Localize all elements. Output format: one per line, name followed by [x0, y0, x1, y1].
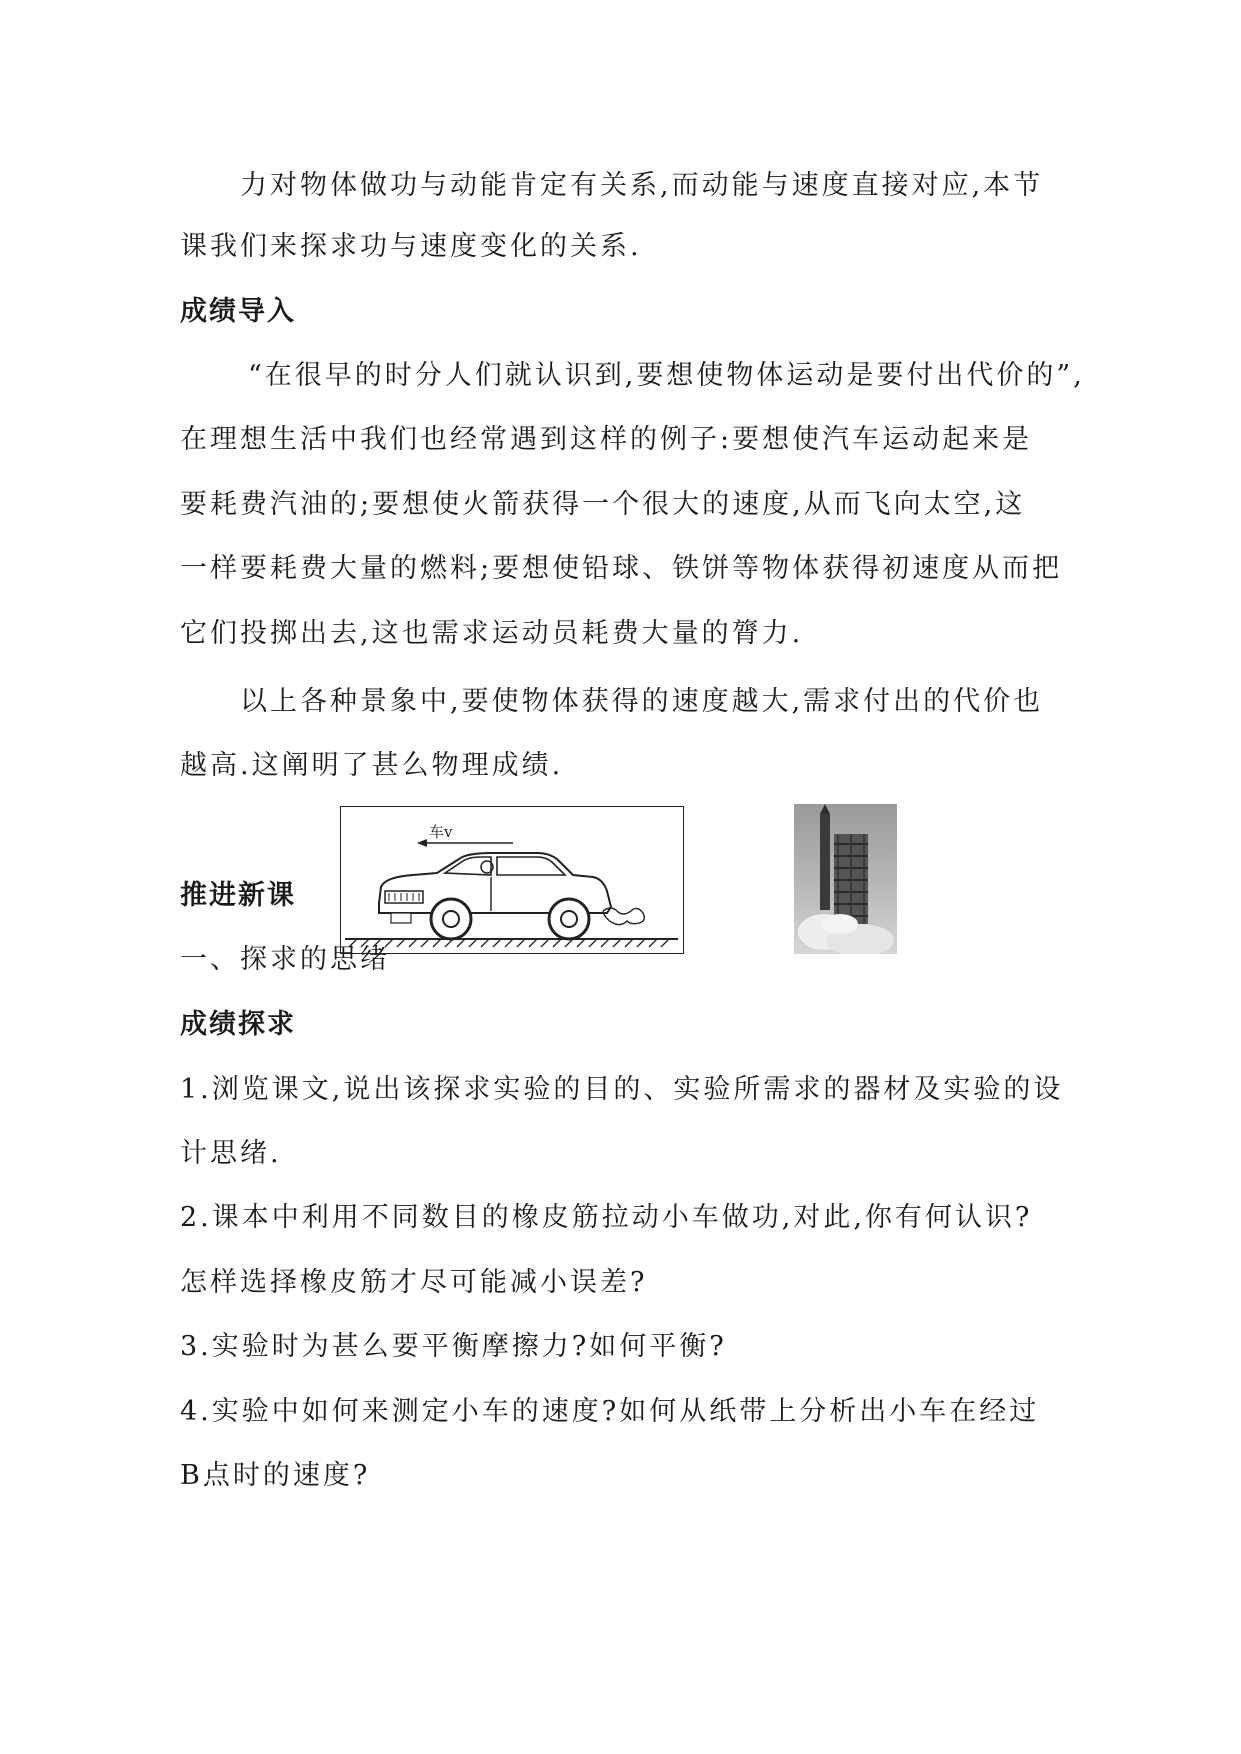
question-2-line-1: 2.课本中利用不同数目的橡皮筋拉动小车做功,对此,你有何认识?	[180, 1202, 1033, 1233]
velocity-arrow-head	[417, 839, 427, 847]
subsection-approach: 一、探求的思绪	[180, 944, 390, 975]
quote-line-4: 一样要耗费大量的燃料;要想使铅球、铁饼等物体获得初速度从而把	[180, 553, 1063, 584]
intro-line-2: 课我们来探求功与速度变化的关系.	[180, 231, 642, 262]
license-plate	[391, 913, 411, 923]
question-4-line-1: 4.实验中如何来测定小车的速度?如何从纸带上分析出小车在经过	[180, 1396, 1040, 1427]
above-line-1: 以上各种景象中,要使物体获得的速度越大,需求付出的代价也	[240, 686, 1044, 717]
intro-line-1: 力对物体做功与动能肯定有关系,而动能与速度直接对应,本节	[240, 170, 1044, 201]
question-2-line-2: 怎样选择橡皮筋才尽可能减小误差?	[180, 1267, 648, 1298]
quote-line-2: 在理想生活中我们也经常遇到这样的例子:要想使汽车运动起来是	[180, 424, 1033, 455]
rocket-photo	[794, 804, 897, 954]
quote-line-3: 要耗费汽油的;要想使火箭获得一个很大的速度,从而飞向太空,这	[180, 489, 1026, 520]
rocket-drawing	[794, 804, 897, 954]
car-drawing	[341, 807, 682, 952]
car-velocity-label: 车v	[429, 823, 453, 841]
question-1-line-1: 1.浏览课文,说出该探求实验的目的、实验所需求的器材及实验的设	[180, 1074, 1064, 1105]
quote-line-5: 它们投掷出去,这也需求运动员耗费大量的膂力.	[180, 618, 804, 649]
ground-hatch	[349, 939, 669, 947]
question-3: 3.实验时为甚么要平衡摩擦力?如何平衡?	[180, 1331, 727, 1362]
question-4-line-2: B点时的速度?	[180, 1460, 371, 1491]
section-title-problem-intro: 成绩导入	[180, 296, 296, 327]
above-line-2: 越高.这阐明了甚么物理成绩.	[180, 750, 564, 781]
section-title-inquiry: 成绩探求	[180, 1009, 296, 1040]
section-title-new-lesson: 推进新课	[180, 880, 296, 911]
car-grille	[385, 891, 423, 903]
rocket-body	[820, 814, 830, 910]
quote-line-1: “在很早的时分人们就认识到,要想使物体运动是要付出代价的”,	[248, 360, 1085, 391]
car-figure	[340, 806, 684, 954]
question-1-line-2: 计思绪.	[180, 1138, 282, 1169]
